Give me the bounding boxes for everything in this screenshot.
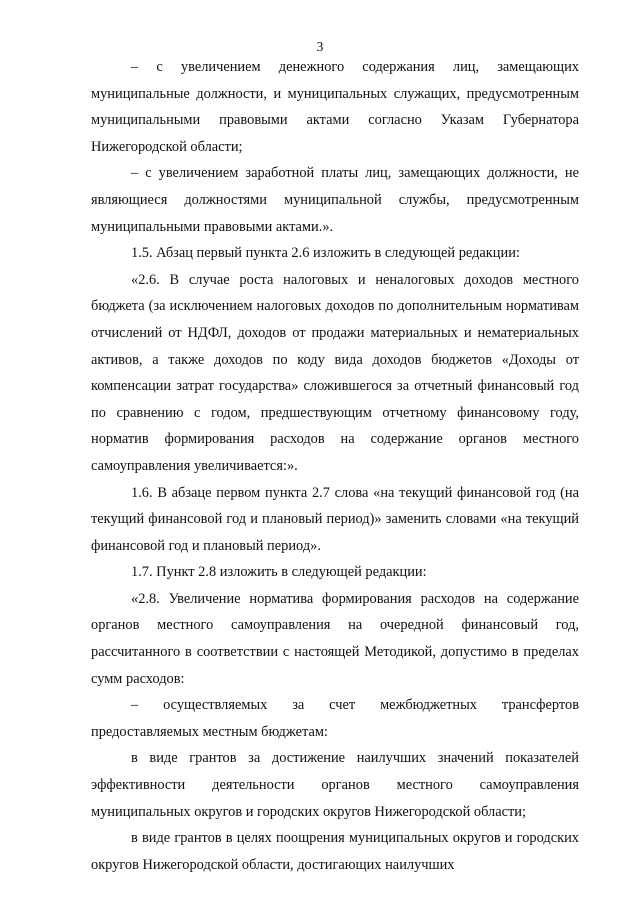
paragraph-item-1-6: 1.6. В абзаце первом пункта 2.7 слова «на текущий финансовой год (на текущий финансовой год и плановый период)» заменить словами «на текущий финансовой год и плановый период». (91, 484, 579, 554)
paragraph-item-1-7: 1.7. Пункт 2.8 изложить в следующей редакции: (131, 564, 427, 581)
paragraph-salary-non-municipal: – с увеличением заработной платы лиц, замещающих должности, не являющиеся должностями муниципальной службы, предусмотренным муниципальными правовыми актами.». (91, 165, 579, 235)
paragraph-grants-efficiency: в виде грантов за достижение наилучших значений показателей эффективности деятельности органов местного самоуправления муниципальных округов и городских округов Нижегородской области; (91, 750, 579, 820)
page-number: 3 (316, 39, 324, 54)
document-body (91, 54, 579, 878)
paragraph-clause-2-8: «2.8. Увеличение норматива формирования расходов на содержание органов местного самоуправления на очередной финансовый год, рассчитанного в соответствии с настоящей Методикой, допустимо в пределах сумм расходов: (91, 590, 579, 687)
paragraph-grants-encouragement: в виде грантов в целях поощрения муниципальных округов и городских округов Нижегородской области, достигающих наилучших (91, 830, 579, 873)
paragraph-transfers: – осуществляемых за счет межбюджетных трансфертов предоставляемых местным бюджетам: (91, 697, 579, 740)
paragraph-clause-2-6: «2.6. В случае роста налоговых и неналоговых доходов местного бюджета (за исключением налоговых доходов по дополнительным нормативам отчислений от НДФЛ, доходов от продажи материальных и нематериальных активов, а также доходов по коду вида доходов бюджетов «Доходы от компенсации затрат государства» сложившегося за отчетный финансовый год по сравнению с годом, предшествующим отчетному финансовому году, норматив формирования расходов на содержание органов местного самоуправления увеличивается:». (91, 271, 579, 474)
paragraph-salary-municipal: – с увеличением денежного содержания лиц, замещающих муниципальные должности, и муниципальных служащих, предусмотренным муниципальными правовыми актами согласно Указам Губернатора Нижегородской области; (91, 59, 579, 155)
paragraph-item-1-5: 1.5. Абзац первый пункта 2.6 изложить в следующей редакции: (131, 245, 520, 262)
